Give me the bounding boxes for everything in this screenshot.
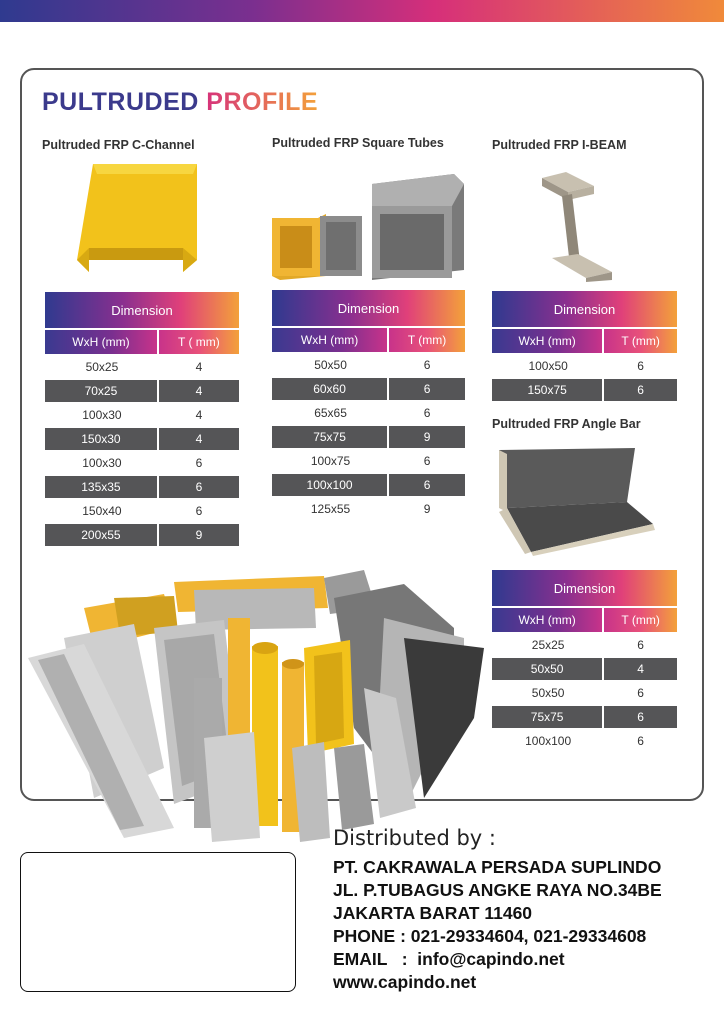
cell-wxh: 150x40 bbox=[82, 504, 122, 518]
cell-t: 6 bbox=[637, 638, 644, 652]
cell-t: 4 bbox=[195, 360, 203, 374]
cell-wxh: 100x50 bbox=[528, 359, 568, 373]
col-t-header: T (mm) bbox=[604, 329, 677, 353]
table-row bbox=[45, 428, 239, 450]
cell-wxh: 200x55 bbox=[45, 524, 159, 546]
distributor-block bbox=[333, 826, 662, 994]
table-row bbox=[45, 476, 239, 498]
phone: PHONE : 021-29334604, 021-29334608 bbox=[333, 926, 647, 946]
cell-wxh: 70x25 bbox=[45, 380, 159, 402]
col-wxh-header: WxH (mm) bbox=[45, 330, 159, 354]
col-wxh-header: WxH (mm) bbox=[492, 608, 604, 632]
table-row bbox=[272, 498, 465, 520]
cell-t: 6 bbox=[423, 358, 431, 372]
table-row bbox=[45, 524, 239, 546]
table-row bbox=[272, 378, 465, 400]
col-wxh-header: WxH (mm) bbox=[272, 328, 389, 352]
cell-t: 4 bbox=[604, 658, 677, 680]
table-row bbox=[492, 682, 677, 704]
table-row bbox=[45, 356, 239, 378]
cell-wxh: 25x25 bbox=[531, 638, 565, 652]
table-row bbox=[492, 658, 677, 680]
angle-bar-title: Pultruded FRP Angle Bar bbox=[492, 417, 641, 431]
address-line-2: JAKARTA BARAT 11460 bbox=[333, 903, 533, 923]
cell-t: 4 bbox=[195, 408, 203, 422]
c-channel-image bbox=[75, 162, 205, 277]
cell-wxh: 100x75 bbox=[310, 454, 351, 468]
col-t-header: T (mm) bbox=[604, 608, 677, 632]
table-row bbox=[45, 500, 239, 522]
cell-wxh: 50x50 bbox=[531, 686, 565, 700]
cell-t: 6 bbox=[195, 504, 203, 518]
c-channel-title: Pultruded FRP C-Channel bbox=[42, 138, 195, 152]
cell-t: 6 bbox=[637, 734, 644, 748]
cell-t: 6 bbox=[604, 706, 677, 728]
title-part2: PROFILE bbox=[206, 88, 319, 116]
cell-wxh: 50x25 bbox=[85, 360, 119, 374]
cell-wxh: 150x30 bbox=[45, 428, 159, 450]
cell-t: 6 bbox=[389, 474, 465, 496]
table-row bbox=[492, 706, 677, 728]
table-row bbox=[45, 404, 239, 426]
cell-wxh: 50x50 bbox=[314, 358, 347, 372]
dimension-header: Dimension bbox=[492, 570, 677, 606]
cell-wxh: 100x100 bbox=[272, 474, 389, 496]
cell-wxh: 150x75 bbox=[492, 379, 604, 401]
cell-t: 6 bbox=[389, 378, 465, 400]
i-beam-dimension-table bbox=[492, 289, 677, 403]
square-tubes-title: Pultruded FRP Square Tubes bbox=[272, 136, 444, 150]
cell-wxh: 100x30 bbox=[82, 456, 122, 470]
cell-wxh: 125x55 bbox=[310, 502, 351, 516]
profiles-collage-image bbox=[24, 568, 486, 844]
i-beam-image bbox=[538, 170, 618, 282]
cell-t: 9 bbox=[389, 426, 465, 448]
table-row bbox=[272, 402, 465, 424]
distributor-label: Distributed by : bbox=[333, 826, 496, 850]
dimension-header: Dimension bbox=[492, 291, 677, 327]
cell-wxh: 100x100 bbox=[525, 734, 572, 748]
table-row bbox=[45, 452, 239, 474]
cell-wxh: 100x30 bbox=[82, 408, 122, 422]
cell-t: 6 bbox=[159, 476, 239, 498]
cell-t: 9 bbox=[159, 524, 239, 546]
cell-t: 6 bbox=[604, 379, 677, 401]
col-t-header: T (mm) bbox=[389, 328, 465, 352]
table-row bbox=[492, 379, 677, 401]
cell-t: 9 bbox=[423, 502, 431, 516]
table-row bbox=[272, 354, 465, 376]
website-link[interactable]: www.capindo.net bbox=[333, 972, 477, 992]
table-row bbox=[272, 474, 465, 496]
table-row bbox=[272, 450, 465, 472]
dimension-header: Dimension bbox=[45, 292, 239, 328]
square-tubes-dimension-table bbox=[272, 288, 465, 522]
cell-wxh: 75x75 bbox=[492, 706, 604, 728]
square-tubes-image bbox=[268, 170, 468, 282]
cell-t: 6 bbox=[423, 406, 431, 420]
table-row bbox=[45, 380, 239, 402]
i-beam-title: Pultruded FRP I-BEAM bbox=[492, 138, 627, 152]
angle-bar-image bbox=[495, 446, 657, 556]
email-link[interactable]: EMAIL : info@capindo.net bbox=[333, 949, 565, 969]
cell-wxh: 65x65 bbox=[314, 406, 347, 420]
address-line-1: JL. P.TUBAGUS ANGKE RAYA NO.34BE bbox=[333, 880, 662, 900]
table-row bbox=[492, 634, 677, 656]
cell-wxh: 50x50 bbox=[492, 658, 604, 680]
table-row bbox=[272, 426, 465, 448]
blank-box bbox=[20, 852, 296, 992]
col-t-header: T ( mm) bbox=[159, 330, 239, 354]
title-part1: PULTRUDED bbox=[42, 88, 199, 116]
c-channel-dimension-table bbox=[45, 290, 239, 548]
dimension-header: Dimension bbox=[272, 290, 465, 326]
cell-wxh: 135x35 bbox=[45, 476, 159, 498]
cell-t: 6 bbox=[637, 359, 644, 373]
cell-t: 6 bbox=[423, 454, 431, 468]
table-row bbox=[492, 355, 677, 377]
cell-t: 6 bbox=[637, 686, 644, 700]
top-gradient-bar bbox=[0, 0, 724, 22]
page-title bbox=[42, 88, 318, 117]
cell-wxh: 60x60 bbox=[272, 378, 389, 400]
company-name: PT. CAKRAWALA PERSADA SUPLINDO bbox=[333, 857, 662, 877]
cell-t: 4 bbox=[159, 428, 239, 450]
cell-t: 6 bbox=[195, 456, 203, 470]
table-row bbox=[492, 730, 677, 752]
cell-t: 4 bbox=[159, 380, 239, 402]
angle-bar-dimension-table bbox=[492, 568, 677, 754]
cell-wxh: 75x75 bbox=[272, 426, 389, 448]
col-wxh-header: WxH (mm) bbox=[492, 329, 604, 353]
